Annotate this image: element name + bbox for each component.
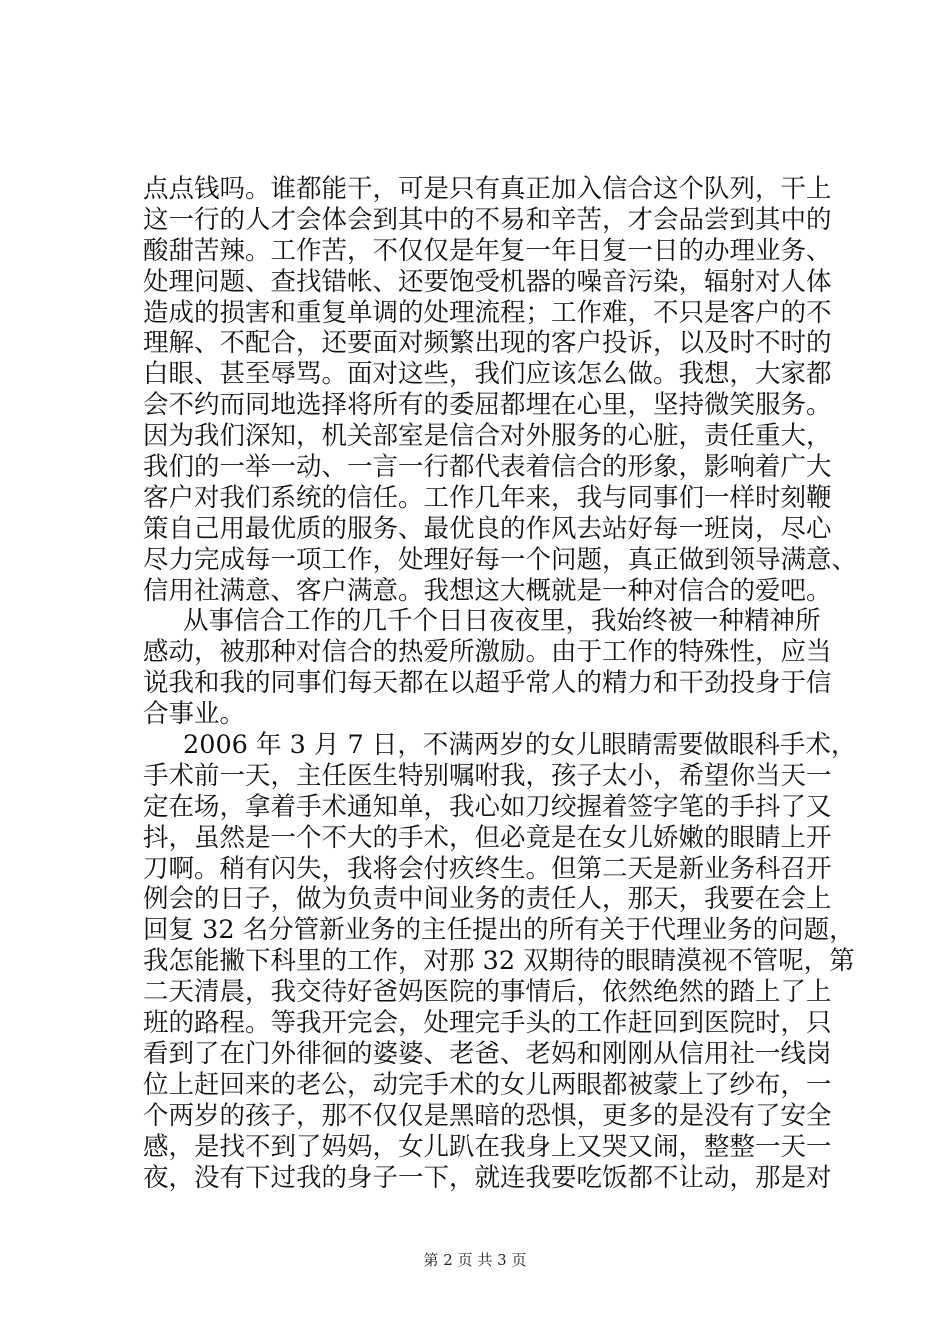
text-line: 例会的日子，做为负责中间业务的责任人，那天，我要在会上 (143, 884, 832, 915)
text-line: 从事信合工作的几千个日日夜夜里，我始终被一种精神所 (183, 606, 821, 637)
text-line: 个两岁的孩子，那不仅仅是黑暗的恐惧，更多的是没有了安全 (143, 1100, 832, 1131)
text-line: 合事业。 (143, 699, 246, 730)
text-line: 回复 32 名分管新业务的主任提出的所有关于代理业务的问题， (143, 915, 855, 946)
text-line: 说我和我的同事们每天都在以超乎常人的精力和干劲投身于信 (143, 668, 832, 699)
text-line: 策自己用最优质的服务、最优良的作风去站好每一班岗，尽心 (143, 513, 832, 544)
text-line: 尽力完成每一项工作，处理好每一个问题，真正做到领导满意、 (143, 544, 858, 575)
text-line: 班的路程。等我开完会，处理完手头的工作赶回到医院时，只 (143, 1008, 832, 1039)
text-line: 点点钱吗。谁都能干，可是只有真正加入信合这个队列，干上 (143, 174, 832, 204)
text-line: 位上赶回来的老公，动完手术的女儿两眼都被蒙上了纱布，一 (143, 1069, 832, 1100)
text-line: 感，是找不到了妈妈，女儿趴在我身上又哭又闹，整整一天一 (143, 1131, 832, 1162)
text-line: 我怎能撇下科里的工作，对那 32 双期待的眼睛漠视不管呢，第 (143, 946, 855, 977)
text-line: 感动，被那种对信合的热爱所激励。由于工作的特殊性，应当 (143, 637, 832, 668)
page-footer: 第 2 页 共 3 页 (423, 1251, 527, 1269)
text-line: 客户对我们系统的信任。工作几年来，我与同事们一样时刻鞭 (143, 482, 832, 513)
text-line: 定在场，拿着手术通知单，我心如刀绞握着签字笔的手抖了又 (143, 791, 832, 822)
text-line: 造成的损害和重复单调的处理流程；工作难，不只是客户的不 (143, 297, 832, 328)
text-line: 我们的一举一动、一言一行都代表着信合的形象，影响着广大 (143, 452, 832, 483)
text-line: 手术前一天，主任医生特别嘱咐我，孩子太小，希望你当天一 (143, 760, 832, 791)
text-line: 二天清晨，我交待好爸妈医院的事情后，依然绝然的踏上了上 (143, 977, 832, 1008)
text-line: 这一行的人才会体会到其中的不易和辛苦，才会品尝到其中的 (143, 204, 832, 235)
document-body (143, 174, 858, 1193)
text-line: 夜，没有下过我的身子一下，就连我要吃饭都不让动，那是对 (143, 1162, 832, 1193)
text-line: 刀啊。稍有闪失，我将会付疚终生。但第二天是新业务科召开 (143, 853, 832, 884)
text-line: 处理问题、查找错帐、还要饱受机器的噪音污染，辐射对人体 (143, 266, 832, 297)
text-line: 白眼、甚至辱骂。面对这些，我们应该怎么做。我想，大家都 (143, 359, 832, 390)
text-line: 2006 年 3 月 7 日，不满两岁的女儿眼睛需要做眼科手术， (183, 730, 857, 761)
text-line: 会不约而同地选择将所有的委屈都埋在心里，坚持微笑服务。 (143, 390, 832, 421)
text-line: 信用社满意、客户满意。我想这大概就是一种对信合的爱吧。 (143, 575, 832, 606)
text-line: 理解、不配合，还要面对频繁出现的客户投诉，以及时不时的 (143, 328, 832, 359)
text-line: 酸甜苦辣。工作苦，不仅仅是年复一年日复一日的办理业务、 (143, 235, 832, 266)
text-line: 因为我们深知，机关部室是信合对外服务的心脏，责任重大， (143, 421, 832, 452)
text-line: 抖，虽然是一个不大的手术，但必竟是在女儿娇嫩的眼睛上开 (143, 822, 832, 853)
text-line: 看到了在门外徘徊的婆婆、老爸、老妈和刚刚从信用社一线岗 (143, 1038, 832, 1069)
